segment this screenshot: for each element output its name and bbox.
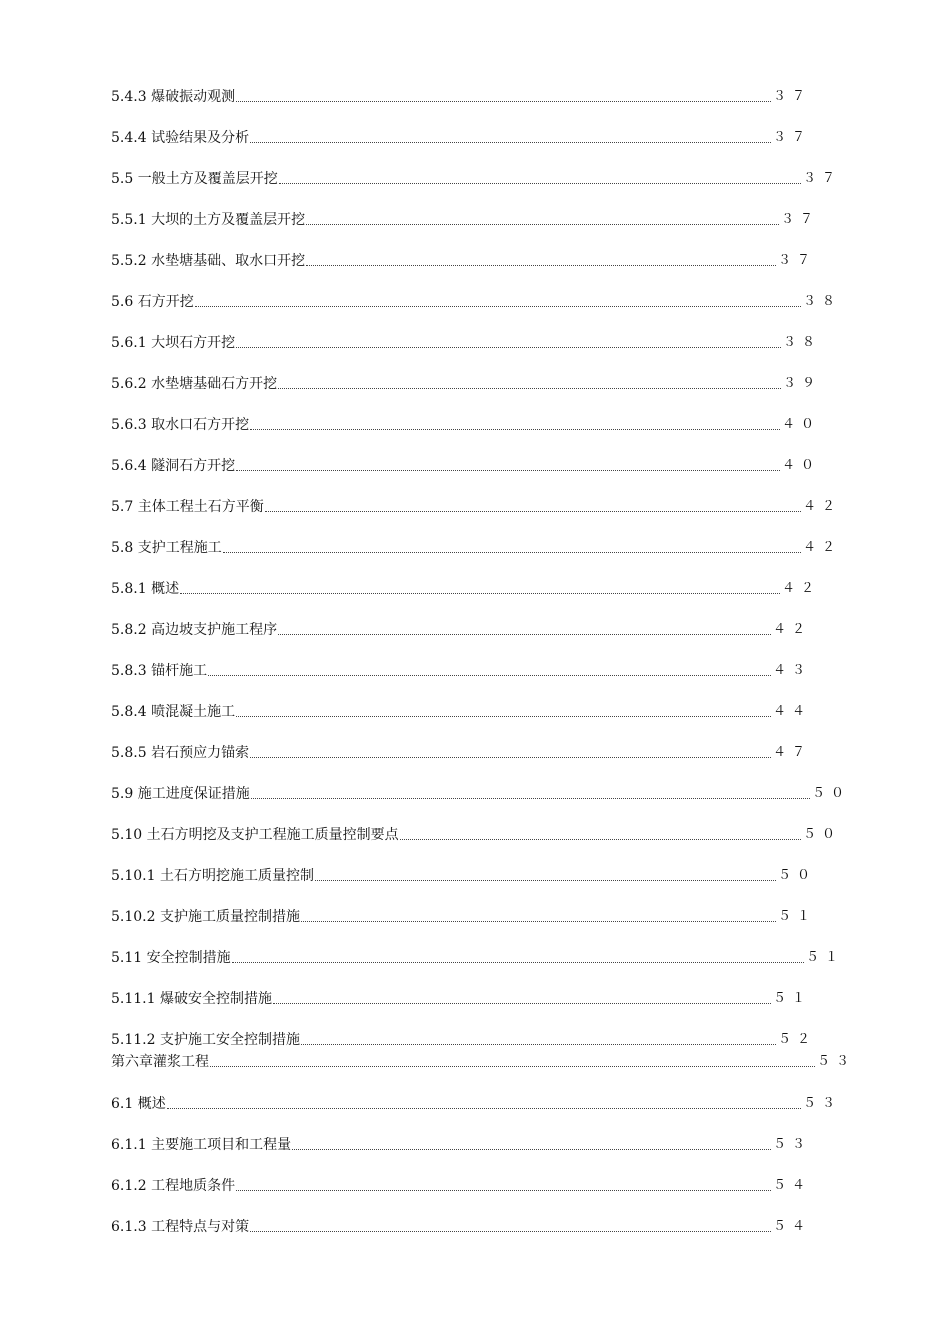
toc-entry-title: 6.1 概述 <box>111 1096 166 1112</box>
dot-leader <box>223 551 801 553</box>
toc-entry-title: 5.8.1 概述 <box>111 581 180 597</box>
toc-entry[interactable] <box>111 537 841 557</box>
dot-leader <box>250 756 771 758</box>
toc-entry-title: 6.1.3 工程特点与对策 <box>111 1219 250 1235</box>
toc-entry-page: ５０ <box>777 868 816 883</box>
toc-entry-title: 5.5.2 水垫塘基础、取水口开挖 <box>111 253 306 269</box>
dot-leader <box>232 961 804 963</box>
toc-entry[interactable] <box>111 1029 816 1049</box>
dot-leader <box>236 1189 771 1191</box>
toc-entry-page: ３７ <box>802 171 841 186</box>
toc-entry[interactable] <box>111 988 811 1008</box>
dot-leader <box>236 469 780 471</box>
toc-entry-page: ５１ <box>772 991 811 1006</box>
toc-entry-title: 第六章灌浆工程 <box>111 1054 209 1070</box>
dot-leader <box>306 264 776 266</box>
toc-entry[interactable] <box>111 1134 811 1154</box>
toc-entry-page: ５４ <box>772 1178 811 1193</box>
dot-leader <box>250 141 771 143</box>
toc-entry-title: 5.11.2 支护施工安全控制措施 <box>111 1032 300 1048</box>
dot-leader <box>279 182 801 184</box>
toc-entry-page: ３９ <box>782 376 821 391</box>
toc-entry[interactable] <box>111 250 816 270</box>
dot-leader <box>301 920 776 922</box>
toc-entry-page: ３７ <box>780 212 819 227</box>
toc-entry-page: ３８ <box>802 294 841 309</box>
toc-entry-title: 5.6.3 取水口石方开挖 <box>111 417 250 433</box>
dot-leader <box>301 1043 776 1045</box>
toc-entry[interactable] <box>111 1093 841 1113</box>
toc-entry[interactable] <box>111 783 850 803</box>
dot-leader <box>278 387 781 389</box>
toc-entry[interactable] <box>111 127 811 147</box>
dot-leader <box>250 428 780 430</box>
toc-entry-page: ５１ <box>805 950 844 965</box>
dot-leader <box>292 1148 771 1150</box>
toc-entry-title: 5.11.1 爆破安全控制措施 <box>111 991 272 1007</box>
toc-entry[interactable] <box>111 209 819 229</box>
toc-entry[interactable] <box>111 1175 811 1195</box>
toc-entry-page: ４３ <box>772 663 811 678</box>
dot-leader <box>400 838 801 840</box>
toc-entry[interactable] <box>111 455 820 475</box>
toc-entry-title: 5.6.2 水垫塘基础石方开挖 <box>111 376 278 392</box>
toc-entry-title: 6.1.2 工程地质条件 <box>111 1178 236 1194</box>
toc-entry-title: 5.8 支护工程施工 <box>111 540 222 556</box>
toc-entry-title: 6.1.1 主要施工项目和工程量 <box>111 1137 292 1153</box>
toc-entry-title: 5.8.2 高边坡支护施工程序 <box>111 622 278 638</box>
dot-leader <box>210 1065 815 1067</box>
toc-entry[interactable] <box>111 578 820 598</box>
dot-leader <box>273 1002 771 1004</box>
toc-entry[interactable] <box>111 168 841 188</box>
toc-entry-title: 5.4.3 爆破振动观测 <box>111 89 236 105</box>
dot-leader <box>236 715 771 717</box>
dot-leader <box>251 797 810 799</box>
toc-entry-title: 5.7 主体工程土石方平衡 <box>111 499 264 515</box>
toc-entry-page: ４７ <box>772 745 811 760</box>
toc-entry-page: ４２ <box>802 499 841 514</box>
toc-entry-page: ５３ <box>802 1096 841 1111</box>
toc-entry-page: ３７ <box>772 130 811 145</box>
dot-leader <box>180 592 780 594</box>
toc-entry-title: 5.6 石方开挖 <box>111 294 194 310</box>
toc-entry-title: 5.10.2 支护施工质量控制措施 <box>111 909 300 925</box>
dot-leader <box>208 674 771 676</box>
toc-entry-page: ４０ <box>781 417 820 432</box>
toc-entry-title: 5.5 一般土方及覆盖层开挖 <box>111 171 278 187</box>
toc-entry-page: ５３ <box>772 1137 811 1152</box>
toc-entry-title: 5.8.4 喷混凝土施工 <box>111 704 236 720</box>
toc-entry[interactable] <box>111 619 811 639</box>
toc-entry-page: ４４ <box>772 704 811 719</box>
toc-entry-title: 5.11 安全控制措施 <box>111 950 231 966</box>
toc-entry-page: ４２ <box>772 622 811 637</box>
dot-leader <box>236 346 781 348</box>
toc-entry-page: ４２ <box>802 540 841 555</box>
toc-entry-title: 5.8.3 锚杆施工 <box>111 663 208 679</box>
toc-entry[interactable] <box>111 414 820 434</box>
toc-entry-page: ３７ <box>772 89 811 104</box>
toc-entry[interactable] <box>111 1051 855 1071</box>
toc-entry-page: ５３ <box>816 1054 855 1069</box>
toc-entry-title: 5.6.1 大坝石方开挖 <box>111 335 236 351</box>
toc-entry[interactable] <box>111 373 821 393</box>
toc-entry-page: ３７ <box>777 253 816 268</box>
toc-entry[interactable] <box>111 496 841 516</box>
toc-entry-title: 5.8.5 岩石预应力锚索 <box>111 745 250 761</box>
toc-entry[interactable] <box>111 660 811 680</box>
toc-entry[interactable] <box>111 906 816 926</box>
toc-entry-title: 5.4.4 试验结果及分析 <box>111 130 250 146</box>
toc-entry-title: 5.10.1 土石方明挖施工质量控制 <box>111 868 314 884</box>
dot-leader <box>315 879 776 881</box>
toc-entry-page: ５２ <box>777 1032 816 1047</box>
toc-entry[interactable] <box>111 742 811 762</box>
toc-entry-title: 5.10 土石方明挖及支护工程施工质量控制要点 <box>111 827 399 843</box>
toc-entry-page: ５４ <box>772 1219 811 1234</box>
toc-entry[interactable] <box>111 332 821 352</box>
toc-entry-page: ５０ <box>811 786 850 801</box>
toc-entry[interactable] <box>111 1216 811 1236</box>
dot-leader <box>278 633 771 635</box>
dot-leader <box>236 100 771 102</box>
toc-entry-page: ５０ <box>802 827 841 842</box>
toc-entry-title: 5.9 施工进度保证措施 <box>111 786 250 802</box>
toc-entry[interactable] <box>111 86 811 106</box>
toc-entry[interactable] <box>111 291 841 311</box>
dot-leader <box>195 305 801 307</box>
toc-entry[interactable] <box>111 701 811 721</box>
toc-entry-page: ４０ <box>781 458 820 473</box>
toc-entry-title: 5.5.1 大坝的土方及覆盖层开挖 <box>111 212 306 228</box>
dot-leader <box>306 223 779 225</box>
dot-leader <box>265 510 801 512</box>
toc-entry[interactable] <box>111 947 844 967</box>
toc-entry[interactable] <box>111 824 841 844</box>
toc-entry-title: 5.6.4 隧洞石方开挖 <box>111 458 236 474</box>
toc-entry-page: ４２ <box>781 581 820 596</box>
toc-entry-page: ３８ <box>782 335 821 350</box>
toc-entry[interactable] <box>111 865 816 885</box>
dot-leader <box>250 1230 771 1232</box>
toc-entry-page: ５１ <box>777 909 816 924</box>
dot-leader <box>167 1107 801 1109</box>
